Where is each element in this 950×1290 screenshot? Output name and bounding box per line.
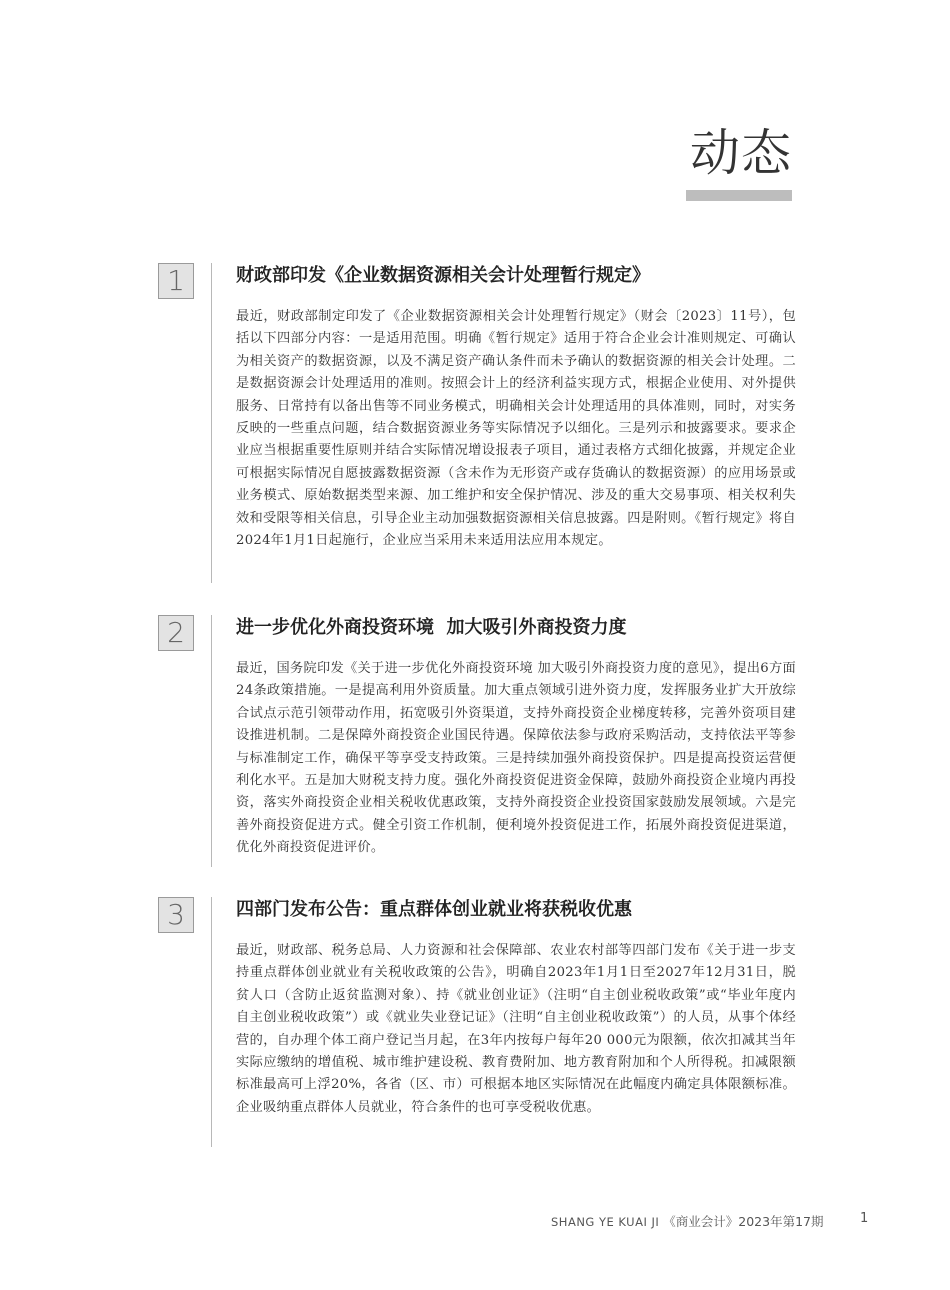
news-item-3 — [0, 897, 950, 1152]
section-divider-line — [211, 897, 212, 1147]
journal-issue: 《商业会计》2023年第17期 — [663, 1214, 824, 1229]
section-divider-line — [211, 615, 212, 867]
journal-name-pinyin: SHANG YE KUAI JI — [551, 1215, 660, 1229]
section-number-badge: 3 — [158, 897, 194, 933]
journal-footer — [551, 1212, 823, 1230]
section-body: 最近，国务院印发《关于进一步优化外商投资环境 加大吸引外商投资力度的意见》，提出6方面24条政策措施。一是提高利用外资质量。加大重点领域引进外资力度，发挥服务业扩大开放综合试点示范引领带动作用，拓宽吸引外资渠道，支持外商投资企业梯度转移，完善外资项目建设推进机制。二是保障外商投资企业国民待遇。保障依法参与政府采购活动，支持依法平等参与标准制定工作，确保平等享受支持政策。三是持续加强外商投资保护。四是提高投资运营便利化水平。五是加大财税支持力度。强化外商投资促进资金保障，鼓励外商投资企业境内再投资，落实外商投资企业相关税收优惠政策，支持外商投资企业投资国家鼓励发展领域。六是完善外商投资促进方式。健全引资工作机制，便利境外投资促进工作，拓展外商投资促进渠道，优化外商投资促进评价。 — [236, 661, 796, 856]
section-title: 进一步优化外商投资环境 加大吸引外商投资力度 — [236, 617, 627, 638]
section-number-badge: 1 — [158, 263, 194, 299]
section-title: 四部门发布公告：重点群体创业就业将获税收优惠 — [236, 899, 632, 920]
section-body: 最近，财政部制定印发了《企业数据资源相关会计处理暂行规定》（财会〔2023〕11号），包括以下四部分内容：一是适用范围。明确《暂行规定》适用于符合企业会计准则规定、可确认为相关资产的数据资源，以及不满足资产确认条件而未予确认的数据资源的相关会计处理。二是数据资源会计处理适用的准则。按照会计上的经济利益实现方式，根据企业使用、对外提供服务、日常持有以备出售等不同业务模式，明确相关会计处理适用的具体准则，同时，对实务反映的一些重点问题，结合数据资源业务等实际情况予以细化。三是列示和披露要求。要求企业应当根据重要性原则并结合实际情况增设报表子项目，通过表格方式细化披露，并规定企业可根据实际情况自愿披露数据资源（含未作为无形资产或存货确认的数据资源）的应用场景或业务模式、原始数据类型来源、加工维护和安全保护情况、涉及的重大交易事项、相关权利失效和受限等相关信息，引导企业主动加强数据资源相关信息披露。四是附则。《暂行规定》将自2024年1月1日起施行，企业应当采用未来适用法应用本规定。 — [236, 309, 796, 549]
page-number: 1 — [860, 1211, 869, 1226]
news-item-1 — [0, 263, 950, 593]
page-title: 动态 — [690, 124, 792, 182]
section-title: 财政部印发《企业数据资源相关会计处理暂行规定》 — [236, 265, 650, 286]
news-item-2 — [0, 615, 950, 870]
section-number-badge: 2 — [158, 615, 194, 651]
section-divider-line — [211, 263, 212, 583]
section-body: 最近，财政部、税务总局、人力资源和社会保障部、农业农村部等四部门发布《关于进一步支持重点群体创业就业有关税收政策的公告》，明确自2023年1月1日至2027年12月31日，脱贫人口（含防止返贫监测对象）、持《就业创业证》（注明“自主创业税收政策”或“毕业年度内自主创业税收政策”）或《就业失业登记证》（注明“自主创业税收政策”）的人员，从事个体经营的，自办理个体工商户登记当月起，在3年内按每户每年20 000元为限额，依次扣减其当年实际应缴纳的增值税、城市维护建设税、教育费附加、地方教育附加和个人所得税。扣减限额标准最高可上浮20%，各省（区、市）可根据本地区实际情况在此幅度内确定具体限额标准。企业吸纳重点群体人员就业，符合条件的也可享受税收优惠。 — [236, 943, 796, 1115]
title-underline-bar — [686, 190, 792, 201]
